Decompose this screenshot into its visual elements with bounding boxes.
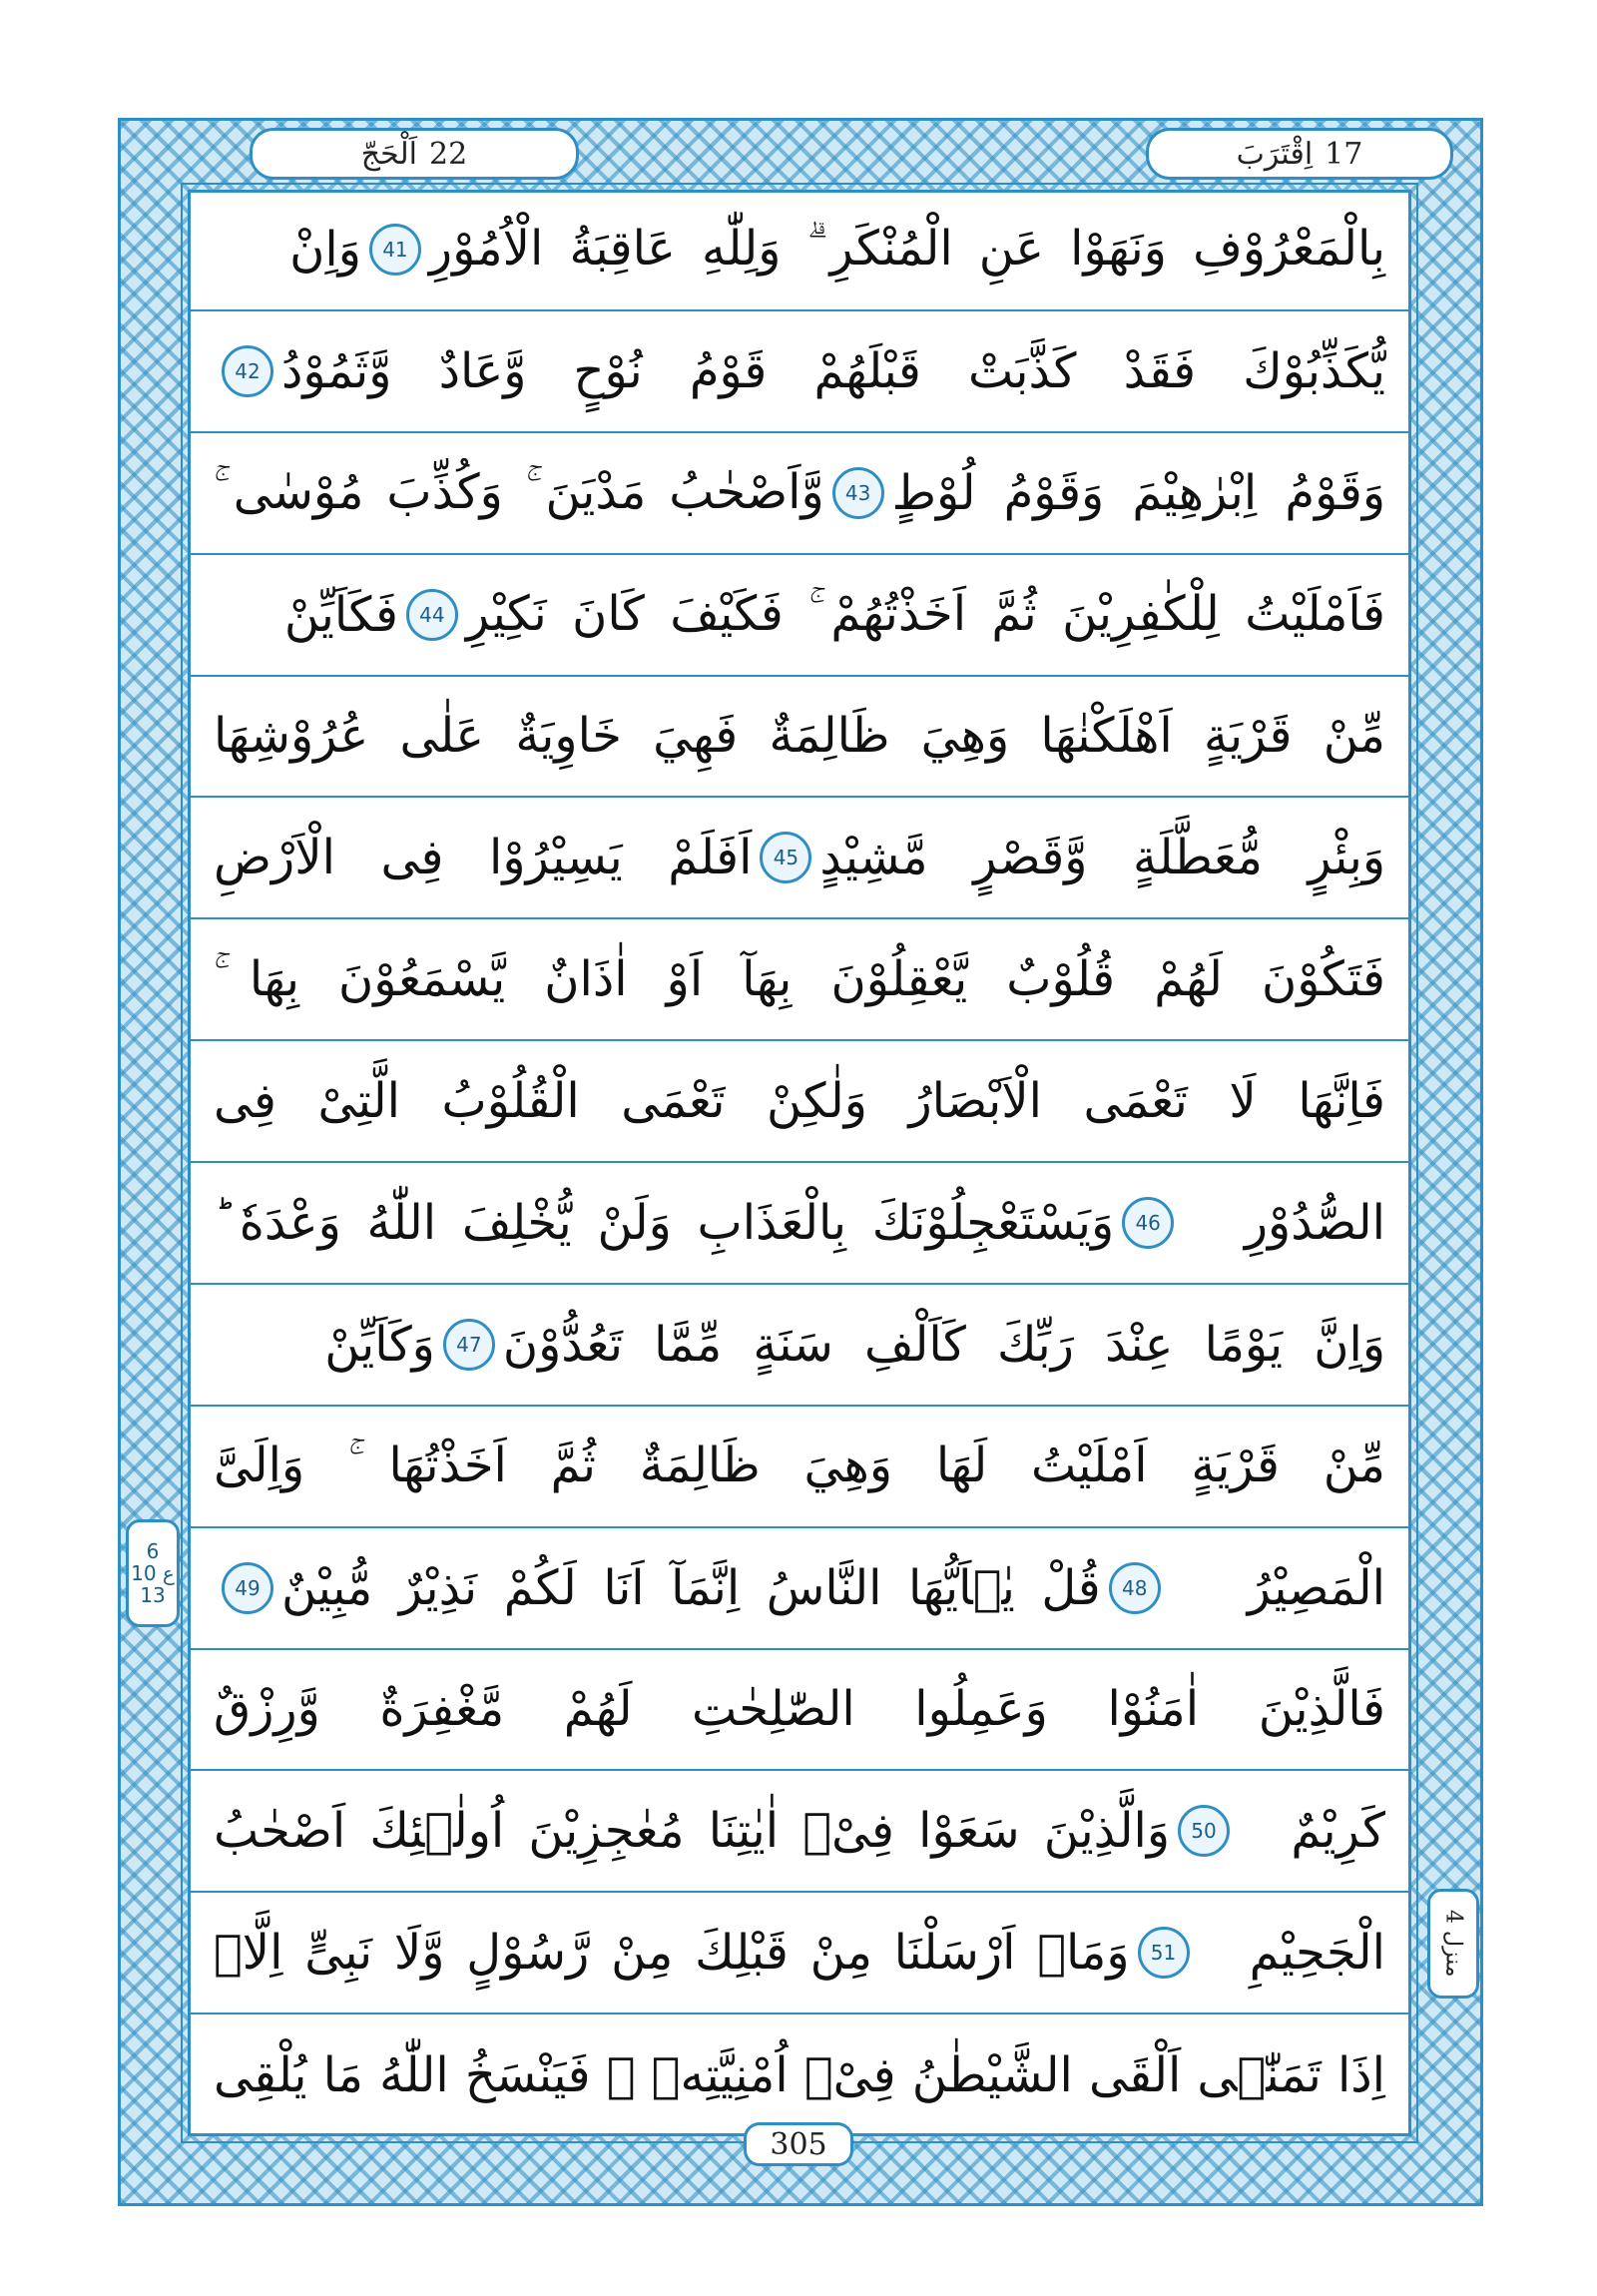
text-line	[188, 1528, 1411, 1650]
manzil-label: منزل 4	[1440, 1910, 1466, 1978]
ayah-number-marker: 43	[832, 467, 884, 519]
ayah-number-marker: 51	[1138, 1927, 1190, 1979]
text-line	[188, 1163, 1411, 1285]
text-line	[188, 1771, 1411, 1893]
verse-text: كَرِيْمٌ	[1291, 1803, 1385, 1860]
juz-header	[1146, 128, 1453, 180]
ayah-number-marker: 44	[406, 589, 458, 641]
text-line	[188, 1407, 1411, 1528]
text-line	[188, 798, 1411, 919]
verse-text: الْجَحِيْمِ	[1249, 1925, 1385, 1982]
verse-text: وَّاَصْحٰبُ مَدْيَنَ ۚ وَكُذِّبَ مُوْسٰى ۚ	[213, 464, 824, 521]
verse-text: الصُّدُوْرِ	[1244, 1194, 1385, 1251]
verse-text: وَكَاَيِّنْ	[324, 1316, 435, 1373]
ruku-marker	[126, 1519, 180, 1627]
ayah-number-marker: 47	[443, 1319, 495, 1371]
ruku-top: 6	[146, 1539, 160, 1563]
verse-text: وَالَّذِيْنَ سَعَوْا فِىْۤ اٰيٰتِنَا مُعٰجِزِيْنَ اُولٰۤئِكَ اَصْحٰبُ	[214, 1803, 1171, 1860]
ruku-middle: ع 10	[131, 1561, 175, 1585]
text-line	[188, 555, 1411, 677]
text-line	[188, 1041, 1411, 1163]
verse-text: وَقَوْمُ اِبْرٰهِيْمَ وَقَوْمُ لُوْطٍ	[891, 464, 1385, 521]
ayah-number-marker: 50	[1178, 1805, 1230, 1857]
ayah-number-marker: 45	[760, 832, 811, 883]
verse-text: وَاِنَّ يَوْمًا عِنْدَ رَبِّكَ كَاَلْفِ سَنَةٍ مِّمَّا تَعُدُّوْنَ	[502, 1316, 1385, 1373]
surah-number: 22	[429, 136, 468, 172]
ruku-bottom: 13	[140, 1583, 166, 1607]
verse-text: بِالْمَعْرُوْفِ وَنَهَوْا عَنِ الْمُنْكَرِ ۗ وَلِلّٰهِ عَاقِبَةُ الْاُمُوْرِ	[428, 221, 1385, 278]
text-line	[188, 1893, 1411, 2014]
verse-text: مِّنْ قَرْيَةٍ اَهْلَكْنٰهَا وَهِيَ ظَالِمَةٌ فَهِيَ خَاوِيَةٌ عَلٰى عُرُوْشِهَا	[214, 708, 1385, 765]
juz-number: 17	[1325, 136, 1363, 172]
ayah-number-marker: 42	[222, 345, 273, 397]
ayah-number-marker: 41	[369, 224, 421, 276]
text-line	[188, 311, 1411, 433]
text-line	[188, 2014, 1411, 2136]
verse-text: وَبِئْرٍ مُّعَطَّلَةٍ وَّقَصْرٍ مَّشِيْدٍ	[819, 830, 1385, 886]
text-line	[188, 433, 1411, 555]
verse-text: فَاَمْلَيْتُ لِلْكٰفِرِيْنَ ثُمَّ اَخَذْتُهُمْ ۚ فَكَيْفَ كَانَ نَكِيْرِ	[465, 586, 1385, 643]
surah-name: اَلْحَجّ	[360, 136, 418, 172]
text-line	[188, 1650, 1411, 1772]
verse-text: قُلْ يٰۤاَيُّهَا النَّاسُ اِنَّمَآ اَنَا لَكُمْ نَذِيْرٌ مُّبِيْنٌ	[281, 1559, 1101, 1616]
ayah-number-marker: 48	[1109, 1562, 1161, 1614]
verse-text: اَفَلَمْ يَسِيْرُوْا فِى الْاَرْضِ	[214, 830, 753, 886]
page-number: 305	[744, 2122, 853, 2166]
quran-text	[188, 190, 1411, 2136]
verse-text: وَيَسْتَعْجِلُوْنَكَ بِالْعَذَابِ وَلَنْ يُّخْلِفَ اللّٰهُ وَعْدَهٗ ؕ	[213, 1194, 1115, 1251]
surah-header	[250, 128, 579, 180]
verse-text: الْمَصِيْرُ	[1247, 1559, 1385, 1616]
verse-text: يُّكَذِّبُوْكَ فَقَدْ كَذَّبَتْ قَبْلَهُمْ قَوْمُ نُوْحٍ وَّعَادٌ وَّثَمُوْدُ	[281, 342, 1385, 399]
verse-text: فَاِنَّهَا لَا تَعْمَى الْاَبْصَارُ وَلٰكِنْ تَعْمَى الْقُلُوْبُ الَّتِىْ فِى	[214, 1073, 1385, 1130]
ayah-number-marker: 46	[1122, 1197, 1174, 1249]
verse-text: فَتَكُوْنَ لَهُمْ قُلُوْبٌ يَّعْقِلُوْنَ بِهَآ اَوْ اٰذَانٌ يَّسْمَعُوْنَ بِهَا ۚ	[214, 950, 1385, 1007]
verse-text: اِذَا تَمَنّٰۤى اَلْقَى الشَّيْطٰنُ فِىْۤ اُمْنِيَّتِهٖ ۚ فَيَنْسَخُ اللّٰهُ مَا يُلْقِى	[214, 2047, 1385, 2104]
verse-text: فَكَاَيِّنْ	[283, 586, 398, 643]
verse-text: مِّنْ قَرْيَةٍ اَمْلَيْتُ لَهَا وَهِيَ ظَالِمَةٌ ثُمَّ اَخَذْتُهَا ۚ وَاِلَىَّ	[214, 1437, 1385, 1494]
text-line	[188, 677, 1411, 799]
text-line	[188, 190, 1411, 311]
juz-name: اِقْتَرَبَ	[1236, 136, 1314, 172]
text-line	[188, 1285, 1411, 1407]
verse-text: وَمَاۤ اَرْسَلْنَا مِنْ قَبْلِكَ مِنْ رَّسُوْلٍ وَّلَا نَبِىٍّ اِلَّاۤ	[214, 1925, 1130, 1982]
verse-text: وَاِنْ	[289, 221, 361, 278]
text-line	[188, 919, 1411, 1041]
manzil-marker	[1427, 1889, 1479, 1999]
ayah-number-marker: 49	[222, 1562, 273, 1614]
verse-text: فَالَّذِيْنَ اٰمَنُوْا وَعَمِلُوا الصّٰلِحٰتِ لَهُمْ مَّغْفِرَةٌ وَّرِزْقٌ	[214, 1681, 1385, 1738]
